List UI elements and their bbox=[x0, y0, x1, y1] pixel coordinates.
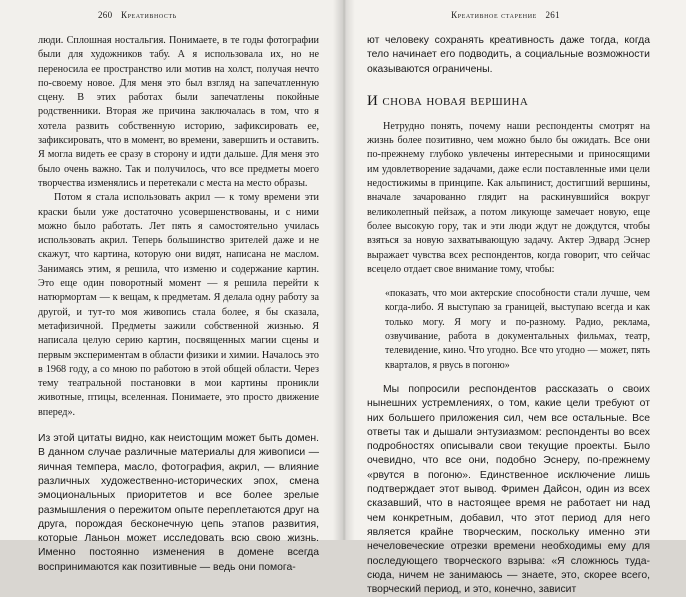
section-running-title: Креативное старение bbox=[451, 10, 537, 20]
block-quote: «показать, что мои актерские способности стали лучше, чем когда-либо. Я выступаю за границей, выступаю всегда и как только могу. Я могу и по-разному. Радио, реклама, озвучивание, работа в документальных фильмах, театр, телевидение, кино. Что угодно. Все что угодно — может, пять кварталов, я рвусь в погоню» bbox=[385, 288, 650, 371]
right-paragraph-1: ют человеку сохранять креативность даже тогда, когда тело начинает его подводить, а социальные возможности оказываются ограничены. bbox=[367, 35, 650, 75]
page-number-right: 261 bbox=[545, 10, 560, 20]
left-running-head bbox=[38, 8, 319, 22]
chapter-title: Креативность bbox=[120, 10, 177, 20]
right-page bbox=[343, 0, 686, 596]
right-running-head bbox=[367, 8, 650, 22]
left-paragraph-3: Из этой цитаты видно, как неистощим может быть домен. В данном случае различные материалы для живописи — яичная темпера, масло, фотография, акрил, — влияние различных художественно-исторических эпох, смена эмоциональных приоритетов и все более зрелые размышления о пережитом опыте переплетаются друг на друга, порождая бесконечную цепь этапов развития, которые Ланьон может исследовать всю свою жизнь. Именно постоянно изменения в домене всегда воспринимаются как позитивные — ведь они помога- bbox=[38, 433, 319, 573]
right-paragraph-2: Нетрудно понять, почему наши респонденты смотрят на жизнь более позитивно, чем можно было бы ожидать. Все они по-прежнему глубоко увлечены интересными и приносящими им удовлетворение задачами, даже если поставленные ими цели недостижимы в принципе. Как альпинист, достигший вершины, вначале зачарованно глядит на раскинувшийся вокруг великолепный пейзаж, а потом ликующе замечает новую, еще более высокую гору, так и эти люди ждут не дождутся, чтобы взяться за новую захватывающую задачу. Актер Эдвард Эснер выражает чувства всех респондентов, когда говорит, что сейчас всецело отдает свое внимание тому, чтобы: bbox=[367, 120, 650, 275]
section-heading: И снова новая вершина bbox=[367, 92, 529, 109]
left-paragraph-1: люди. Сплошная ностальгия. Понимаете, в те годы фотографии были для художников табу. А я использовала их, но не переносила ее пространство или мотив на холст, получая нечто по-своему новое. Для меня это был взгляд на запечатленную сцену. В этих работах были запечатлены покойные родственники. Вторая же причина заключалась в том, что я хотела развить собственную историю, зафиксировать ее, зафиксировать, что в момент, во времени, завершить и оставить. Я могла видеть ее сразу в сторону и идти дальше. Для меня это было очень важно. Так и получилось, что все предметы моего творчества изменялись и перетекали с места на место образы. bbox=[38, 35, 319, 189]
right-paragraph-3: Мы попросили респондентов рассказать о своих нынешних устремлениях, о том, какие цели требуют от них большего приложения сил, чем все остальные. Все ответы так и дышали энтузиазмом: респонденты во всех подробностях описывали свои текущие проекты. Было очевидно, что все они, подобно Эснеру, по-прежнему «рвутся в погоню». Единственное исключение лишь подтверждает этот вывод. Фримен Дайсон, один из всех сказавший, что в настоящее время не работает ни над чем конкретным, добавил, что этот период для него является крайне творческим, поскольку именно эти нечеловеческие отрезки времени необходимы ему для последующего творческого взрыва: «Я сложнюсь туда-сюда, ничем не занимаюсь — знаете, это, скорее всего, творческий период, и это, конечно, зависит bbox=[367, 383, 650, 596]
left-page bbox=[0, 0, 343, 573]
page-number-left: 260 bbox=[98, 10, 113, 20]
left-paragraph-2: Потом я стала использовать акрил — к тому времени эти краски были уже достаточно усовершенствованы, и с ними можно было работать. Лет пять я самостоятельно училась использовать акрил. Теперь большинство зрителей даже и не скажут, что картина, которую они видят, написана не маслом. Занимаясь этим, я решила, что изменю и содержание картин. Это еще один поворотный момент — я решила перейти к натюрмортам — к вещам, к предметам. Я делала одну работу за другой, и тут-то моя живопись стала более, я бы сказала, метафизичной. Предметы зажили собственной жизнью. Я написала целую серию картин, посвященных магии сцены и первым экспериментам в области физики и химии. Началось это в 1968 году, а со мною по работою в этой общей области. Через тему театральной постановки в мои картины проникли животные, птицы, вселенная. Понимаете, это просто движение вперед». bbox=[38, 192, 319, 418]
